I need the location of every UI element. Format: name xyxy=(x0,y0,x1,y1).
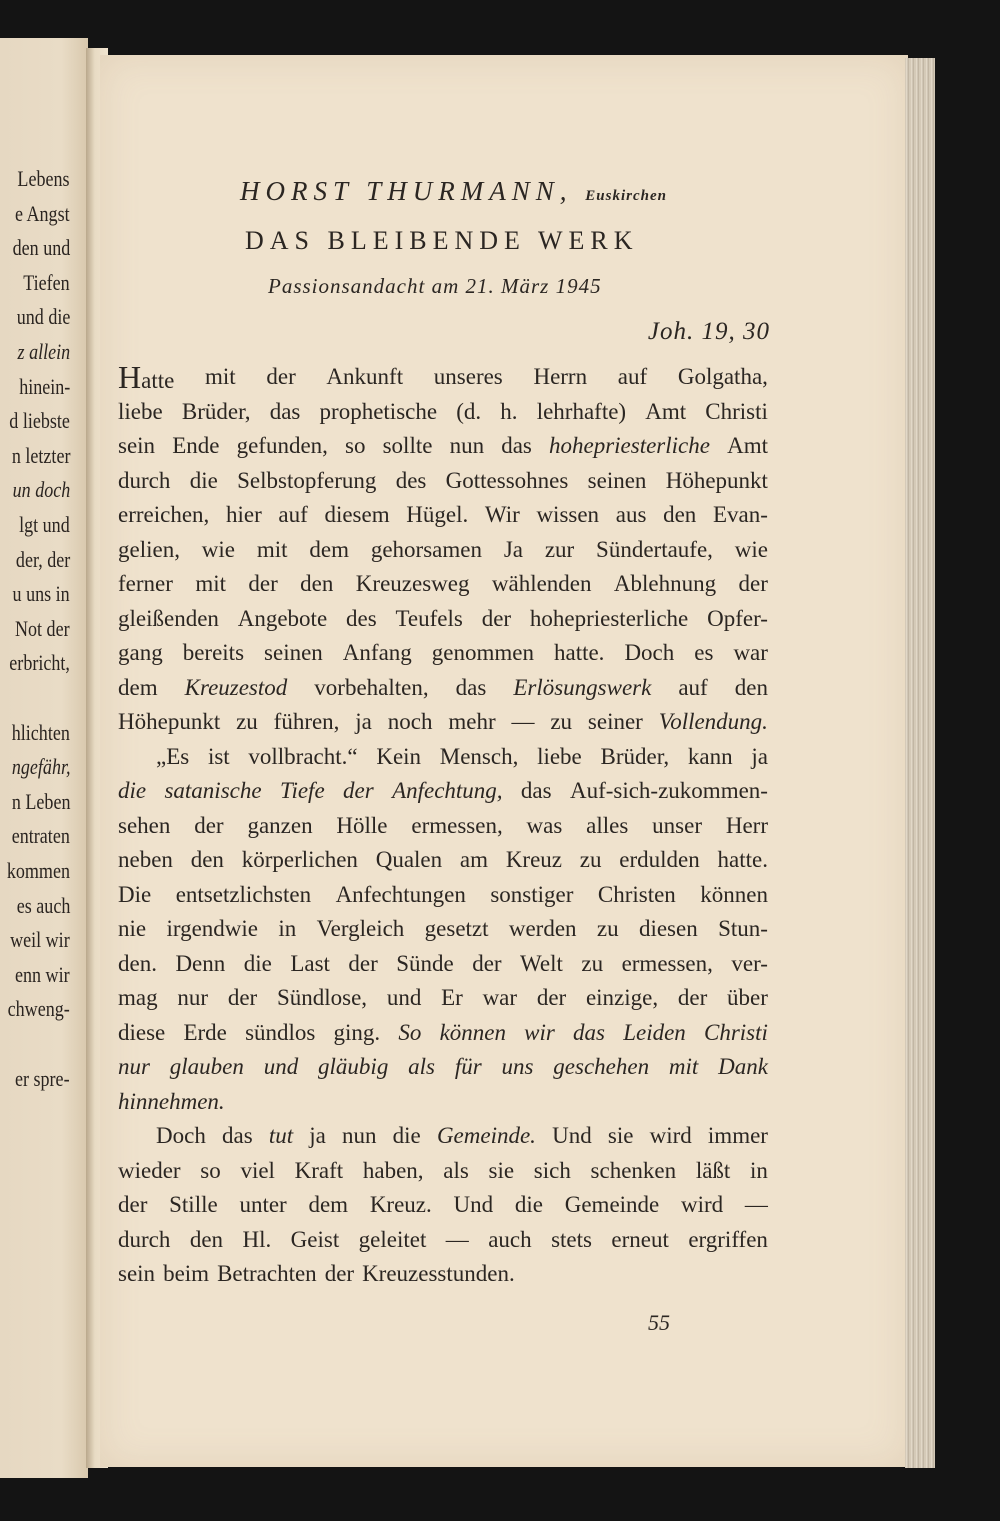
word: Sündertaufe, xyxy=(596,536,713,562)
word: geschehen xyxy=(553,1054,650,1079)
word: „Es xyxy=(156,743,190,769)
left-page-line: der, der xyxy=(15,546,70,572)
word: neben xyxy=(118,847,173,872)
word: Höhepunkt xyxy=(665,467,768,493)
word: unser xyxy=(652,812,702,838)
word: Angebote xyxy=(237,605,328,631)
word: satanische xyxy=(164,778,262,803)
word: sonstiger xyxy=(490,881,574,907)
word: Brüder, xyxy=(181,398,251,424)
text-line xyxy=(118,843,768,878)
word: den xyxy=(663,502,697,527)
word: Stille xyxy=(169,1192,218,1217)
left-page-line: n letzter xyxy=(11,442,70,468)
text-line xyxy=(118,533,768,568)
word: lehrhafte) xyxy=(536,398,627,424)
word: mag xyxy=(118,985,158,1010)
word: Herr xyxy=(725,812,768,838)
word: ging. xyxy=(333,1019,381,1045)
author-line xyxy=(240,168,760,219)
word: Kreuzesstunden. xyxy=(362,1261,515,1286)
word xyxy=(118,360,174,395)
word: erreichen, xyxy=(118,502,210,527)
word: einzige, xyxy=(585,985,659,1010)
left-page-line: e Angst xyxy=(15,200,70,226)
word: als xyxy=(443,1157,469,1183)
word: die xyxy=(118,778,147,803)
word: Auf-sich-zukommen- xyxy=(569,778,768,803)
word: dem xyxy=(309,536,349,562)
word: war xyxy=(733,640,768,665)
word: Christen xyxy=(597,881,676,907)
left-facing-page xyxy=(0,38,88,1478)
word: h. xyxy=(500,398,518,424)
author-place: Euskirchen xyxy=(585,188,667,204)
word: nur xyxy=(118,1054,150,1079)
word: nun xyxy=(449,433,485,458)
text-line xyxy=(118,671,768,706)
word: Vollendung. xyxy=(658,709,768,734)
word: Höhepunkt xyxy=(118,709,221,734)
word: der xyxy=(481,605,512,631)
word: Erlösungswerk xyxy=(513,674,652,700)
left-page-line: Not der xyxy=(15,615,70,641)
word: wissen xyxy=(536,502,600,527)
word: den. xyxy=(118,950,157,976)
word: ganzen xyxy=(247,812,313,838)
word: Stun- xyxy=(718,916,768,941)
word: Opfer- xyxy=(707,605,768,631)
word: mehr xyxy=(448,709,496,734)
word: tut xyxy=(268,1123,294,1148)
word: hatte. xyxy=(553,640,605,665)
word: (d. xyxy=(456,398,482,424)
word: — xyxy=(511,709,535,734)
word: werden xyxy=(508,916,577,941)
word: den xyxy=(189,1226,224,1252)
text-line xyxy=(118,705,768,740)
text-line xyxy=(118,567,768,602)
text-line xyxy=(118,360,768,395)
word: so xyxy=(200,1157,221,1183)
word: Sündlose, xyxy=(276,985,368,1010)
text-line xyxy=(118,1050,768,1085)
word: Und xyxy=(552,1123,592,1148)
word: Hl. xyxy=(242,1226,272,1252)
left-page-line: hlichten xyxy=(11,719,70,745)
word: auf xyxy=(278,502,308,527)
word: ermessen, xyxy=(411,812,503,838)
word: ist xyxy=(207,743,230,769)
word: diesen xyxy=(638,916,698,941)
word: kann xyxy=(687,743,733,769)
word: Die xyxy=(118,881,152,907)
left-page-line: lgt und xyxy=(19,512,70,537)
word: H xyxy=(118,359,142,395)
word: der xyxy=(536,985,567,1010)
word: ja xyxy=(309,1123,326,1148)
word: — xyxy=(744,1192,768,1217)
word: zu xyxy=(579,847,602,872)
left-page-line: un doch xyxy=(12,477,70,503)
word: es xyxy=(694,640,714,665)
word: sein xyxy=(118,1261,156,1286)
word: atte xyxy=(141,368,175,393)
word: ferner xyxy=(118,571,173,596)
word: Gemeinde. xyxy=(436,1123,536,1148)
word: wird xyxy=(649,1123,692,1148)
left-page-line: chweng- xyxy=(7,996,70,1022)
word: Last xyxy=(290,950,330,976)
word: Ablehnung xyxy=(613,571,717,596)
left-page-line: ngefähr, xyxy=(11,754,70,780)
word: hinnehmen. xyxy=(118,1088,225,1114)
word: Hölle xyxy=(336,812,388,838)
text-line xyxy=(118,1188,768,1223)
word: sehen xyxy=(118,812,171,838)
word: sollte xyxy=(382,433,433,458)
left-page-line: weil wir xyxy=(10,927,70,953)
word: wählenden xyxy=(491,571,592,596)
word: auch xyxy=(488,1226,532,1252)
word: Anfang xyxy=(342,640,412,665)
word: gefunden, xyxy=(236,433,328,458)
word: Ankunft xyxy=(326,364,404,389)
word: unseres xyxy=(433,364,503,389)
word: erdulden xyxy=(619,847,700,872)
text-line xyxy=(118,1154,768,1189)
word: die xyxy=(189,467,218,493)
word: können xyxy=(439,1019,506,1045)
word: der xyxy=(324,1261,355,1286)
word: das xyxy=(269,398,301,424)
word: Ende xyxy=(172,433,220,458)
word: irgendwie xyxy=(166,916,259,941)
left-page-line: d liebste xyxy=(9,408,70,434)
word: unter xyxy=(239,1192,287,1217)
word: Leiden xyxy=(623,1019,686,1045)
word: der xyxy=(266,364,296,389)
word: genommen xyxy=(431,640,534,665)
word: Herrn xyxy=(533,364,588,389)
word: mit xyxy=(205,364,236,389)
body-text xyxy=(118,360,768,1292)
word: Gemeinde xyxy=(564,1192,660,1217)
word: der xyxy=(343,778,374,803)
word: liebe xyxy=(118,398,163,424)
word: gesetzt xyxy=(424,916,489,941)
word: gelien, xyxy=(118,536,180,562)
word: das xyxy=(573,1019,605,1045)
word: mit xyxy=(195,571,226,596)
word: sich xyxy=(533,1157,571,1183)
word: die xyxy=(392,1123,421,1148)
word: Amt xyxy=(727,433,768,458)
word: der xyxy=(677,985,708,1010)
word: gang xyxy=(118,640,163,665)
word: nie xyxy=(118,916,147,941)
word: der xyxy=(118,1192,148,1217)
text-line xyxy=(118,498,768,533)
word: das xyxy=(455,674,487,700)
word: viel xyxy=(240,1157,275,1183)
left-page-line: Tiefen xyxy=(23,269,70,295)
word: Erde xyxy=(183,1019,227,1045)
left-page-line: entraten xyxy=(11,823,70,849)
word: bereits xyxy=(182,640,245,665)
sermon-title: DAS BLEIBENDE WERK xyxy=(245,226,639,255)
word: durch xyxy=(118,467,171,493)
text-line xyxy=(118,947,768,982)
word: zu xyxy=(581,950,604,976)
word: ergriffen xyxy=(688,1226,768,1252)
word: hatte. xyxy=(717,847,768,872)
word: zu xyxy=(236,709,258,734)
word: Qualen xyxy=(375,847,443,872)
word: die xyxy=(243,950,272,976)
word: der xyxy=(227,985,258,1010)
word: stets xyxy=(551,1226,592,1252)
word: Golgatha, xyxy=(677,364,768,389)
word: für xyxy=(454,1054,482,1079)
word: Vergleich xyxy=(316,916,405,941)
word: Anfechtung, xyxy=(392,778,503,803)
word: haben, xyxy=(362,1157,424,1183)
word: als xyxy=(408,1054,435,1079)
word: ja xyxy=(751,743,768,769)
word: Mensch, xyxy=(439,743,519,769)
word: die xyxy=(514,1192,543,1217)
word: immer xyxy=(707,1123,768,1148)
left-page-line: den und xyxy=(12,235,70,261)
word: seiner xyxy=(587,709,643,734)
word: Kreuzesweg xyxy=(355,571,470,596)
word: sie xyxy=(607,1123,634,1148)
left-page-line: hinein- xyxy=(18,373,70,399)
word: ja xyxy=(355,709,372,734)
word: prophetische xyxy=(319,398,438,424)
word: Er xyxy=(441,985,463,1010)
word: Denn xyxy=(175,950,226,976)
text-line xyxy=(118,395,768,430)
text-line xyxy=(118,464,768,499)
word: diese xyxy=(118,1019,166,1045)
word: läßt xyxy=(695,1157,731,1183)
word: Kraft xyxy=(294,1157,344,1183)
sermon-subtitle: Passionsandacht am 21. März 1945 xyxy=(268,274,602,298)
word: dem xyxy=(118,674,158,700)
bible-verse-reference: Joh. 19, 30 xyxy=(647,318,770,345)
word: zu xyxy=(596,916,619,941)
word: auf xyxy=(678,674,708,700)
word: Tiefe xyxy=(279,778,325,803)
word: der xyxy=(248,571,278,596)
word: erneut xyxy=(611,1226,669,1252)
word: Wir xyxy=(484,502,520,527)
word: wir xyxy=(524,1019,555,1045)
word: entsetzlichsten xyxy=(175,881,312,907)
word: Christi xyxy=(705,398,768,424)
left-page-line: es auch xyxy=(16,892,70,918)
word: das xyxy=(501,433,532,458)
word: Christi xyxy=(703,1019,768,1045)
word: vollbracht.“ xyxy=(248,743,358,769)
word: das xyxy=(221,1123,253,1148)
word: gläubig xyxy=(318,1054,389,1079)
word: Hügel. xyxy=(406,502,469,527)
word: des xyxy=(345,605,377,631)
word: Und xyxy=(453,1192,494,1217)
word: der xyxy=(738,571,768,596)
text-line xyxy=(118,1119,768,1154)
text-line xyxy=(118,602,768,637)
left-page-line: er spre- xyxy=(15,1065,70,1091)
word: körperlichen xyxy=(241,847,358,872)
text-line xyxy=(118,1085,768,1120)
word: den xyxy=(734,674,768,700)
word: Kreuzestod xyxy=(184,674,288,700)
word: Teufels xyxy=(395,605,463,631)
word: zur xyxy=(544,536,575,562)
word: geleitet xyxy=(358,1226,427,1252)
word: Brüder, xyxy=(600,743,670,769)
word: Doch xyxy=(624,640,675,665)
word: der xyxy=(472,950,502,976)
word: beim xyxy=(163,1261,210,1286)
word: Amt xyxy=(645,398,687,424)
word: Betrachten xyxy=(217,1261,317,1286)
word: in xyxy=(278,916,297,941)
left-page-line: z allein xyxy=(17,339,70,364)
word: des xyxy=(395,467,427,493)
word: hohepriesterliche xyxy=(529,605,689,631)
word: und xyxy=(263,1054,299,1079)
word: wieder xyxy=(118,1157,181,1183)
page-edges xyxy=(905,58,935,1468)
word: seinen xyxy=(264,640,323,665)
left-page-line: enn wir xyxy=(15,961,70,987)
word: auf xyxy=(617,364,648,389)
word: Dank xyxy=(718,1054,768,1079)
word: sein xyxy=(118,433,156,458)
word: Doch xyxy=(156,1123,206,1148)
text-line xyxy=(118,774,768,809)
word: Kreuz xyxy=(505,847,562,872)
text-line xyxy=(118,1016,768,1051)
word: Kreuz. xyxy=(369,1192,432,1217)
word: schenken xyxy=(590,1157,677,1183)
word: ermessen, xyxy=(621,950,713,976)
word: — xyxy=(445,1226,469,1252)
word: hohepriesterliche xyxy=(549,433,710,458)
word: so xyxy=(345,433,366,458)
word: mit xyxy=(668,1054,699,1079)
word: gleißenden xyxy=(118,605,219,631)
word: den xyxy=(190,847,224,872)
text-line xyxy=(118,740,768,775)
word: sündlos xyxy=(245,1019,316,1045)
word: alles xyxy=(586,812,629,838)
word: diesem xyxy=(324,502,390,527)
word: mit xyxy=(256,536,288,562)
word: in xyxy=(750,1157,768,1183)
word: gehorsamen xyxy=(370,536,482,562)
word: führen, xyxy=(273,709,340,734)
word: über xyxy=(727,985,768,1010)
word: Kein xyxy=(376,743,422,769)
word: Welt xyxy=(520,950,563,976)
left-page-line: kommen xyxy=(6,858,70,883)
left-page-line: Lebens xyxy=(17,166,70,191)
word: glauben xyxy=(169,1054,244,1079)
word: Geist xyxy=(290,1226,340,1252)
text-line xyxy=(118,1223,768,1258)
word: den xyxy=(300,571,334,596)
word: durch xyxy=(118,1226,171,1252)
word: Selbstopferung xyxy=(237,467,377,493)
text-line xyxy=(118,429,768,464)
word: wie xyxy=(201,536,236,562)
word: zu xyxy=(550,709,573,734)
left-page-line: und die xyxy=(16,304,70,330)
word: liebe xyxy=(537,743,582,769)
word: nun xyxy=(342,1123,377,1148)
text-line xyxy=(118,981,768,1016)
word: und xyxy=(386,985,422,1010)
word: der xyxy=(348,950,378,976)
word: Gottessohnes xyxy=(445,467,569,493)
word: was xyxy=(526,812,563,838)
word: ver- xyxy=(731,950,768,976)
word: war xyxy=(482,985,518,1010)
left-page-line: erbricht, xyxy=(9,650,70,676)
left-page-line: n Leben xyxy=(11,788,70,814)
author-name: HORST THURMANN, xyxy=(240,176,573,206)
word: Ja xyxy=(503,536,523,562)
word: So xyxy=(398,1019,422,1045)
word: sie xyxy=(488,1157,515,1183)
word: dem xyxy=(308,1192,349,1217)
word: vorbehalten, xyxy=(314,674,429,700)
text-line xyxy=(118,1257,768,1292)
word: der xyxy=(194,812,224,838)
word: seinen xyxy=(587,467,647,493)
word: das xyxy=(520,778,552,803)
word: hier xyxy=(225,502,262,527)
word: wie xyxy=(734,536,768,562)
word: am xyxy=(459,847,489,872)
word: Evan- xyxy=(712,502,768,527)
left-page-line: u uns in xyxy=(12,581,70,607)
word: uns xyxy=(501,1054,534,1079)
word: Sünde xyxy=(396,950,454,976)
text-line xyxy=(118,878,768,913)
word: aus xyxy=(615,502,647,527)
word: noch xyxy=(387,709,433,734)
word: nur xyxy=(177,985,209,1010)
text-line xyxy=(118,636,768,671)
word: Anfechtungen xyxy=(335,881,466,907)
page-number: 55 xyxy=(648,1310,670,1335)
text-line xyxy=(118,809,768,844)
word: wird xyxy=(681,1192,724,1217)
word: können xyxy=(700,881,768,907)
text-line xyxy=(118,912,768,947)
